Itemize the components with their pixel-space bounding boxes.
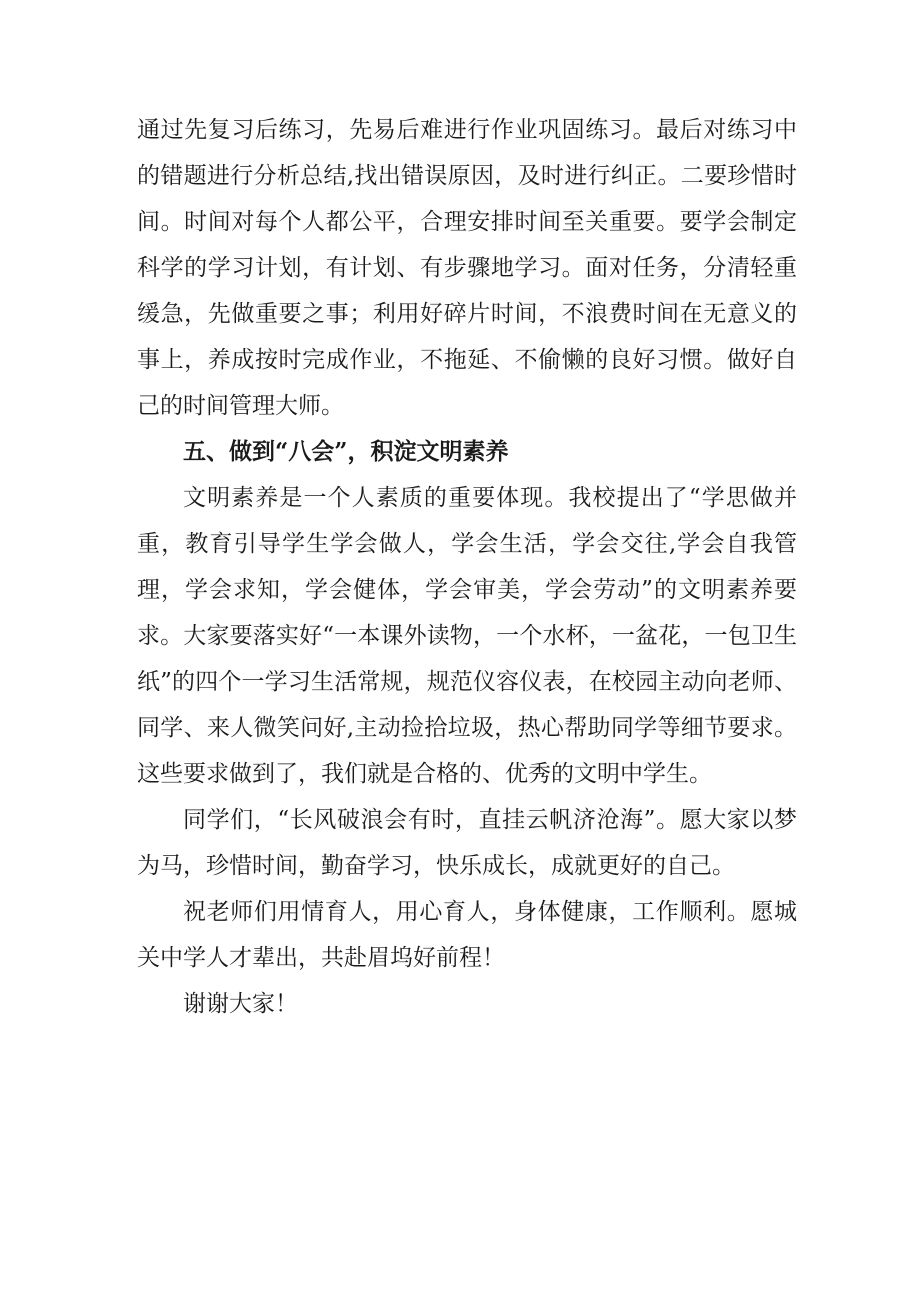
closing-line: 谢谢大家！ <box>183 991 298 1017</box>
paragraph: 文明素养是一个人素质的重要体现。我校提出了“学思做并重，教育引导学生学会做人，学会生活，学会交往,学会自我管理，学会求知，学会健体，学会审美，学会劳动”的文明素养要求。大家要落实好“一本课外读物，一个水杯，一盆花，一包卫生纸”的四个一学习生活常规，规范仪容仪表，在校园主动向老师、同学、来人微笑问好,主动捡拾垃圾，热心帮助同学等细节要求。这些要求做到了，我们就是合格的、优秀的文明中学生。 <box>137 485 797 787</box>
section-heading: 五、做到“八会”，积淀文明素养 <box>183 438 509 465</box>
paragraph: 同学们，“长风破浪会有时，直挂云帆济沧海”。愿大家以梦为马，珍惜时间，勤奋学习，快乐成长，成就更好的自己。 <box>137 807 797 879</box>
paragraph: 祝老师们用情育人，用心育人，身体健康，工作顺利。愿城关中学人才辈出，共赴眉坞好前程！ <box>137 899 797 971</box>
paragraph-continued: 通过先复习后练习，先易后难进行作业巩固练习。最后对练习中的错题进行分析总结,找出错误原因，及时进行纠正。二要珍惜时间。时间对每个人都公平，合理安排时间至关重要。要学会制定科学的学习计划，有计划、有步骤地学习。面对任务，分清轻重缓急，先做重要之事；利用好碎片时间，不浪费时间在无意义的事上，养成按时完成作业，不拖延、不偷懒的良好习惯。做好自己的时间管理大师。 <box>137 117 797 419</box>
document-body <box>137 107 797 1027</box>
